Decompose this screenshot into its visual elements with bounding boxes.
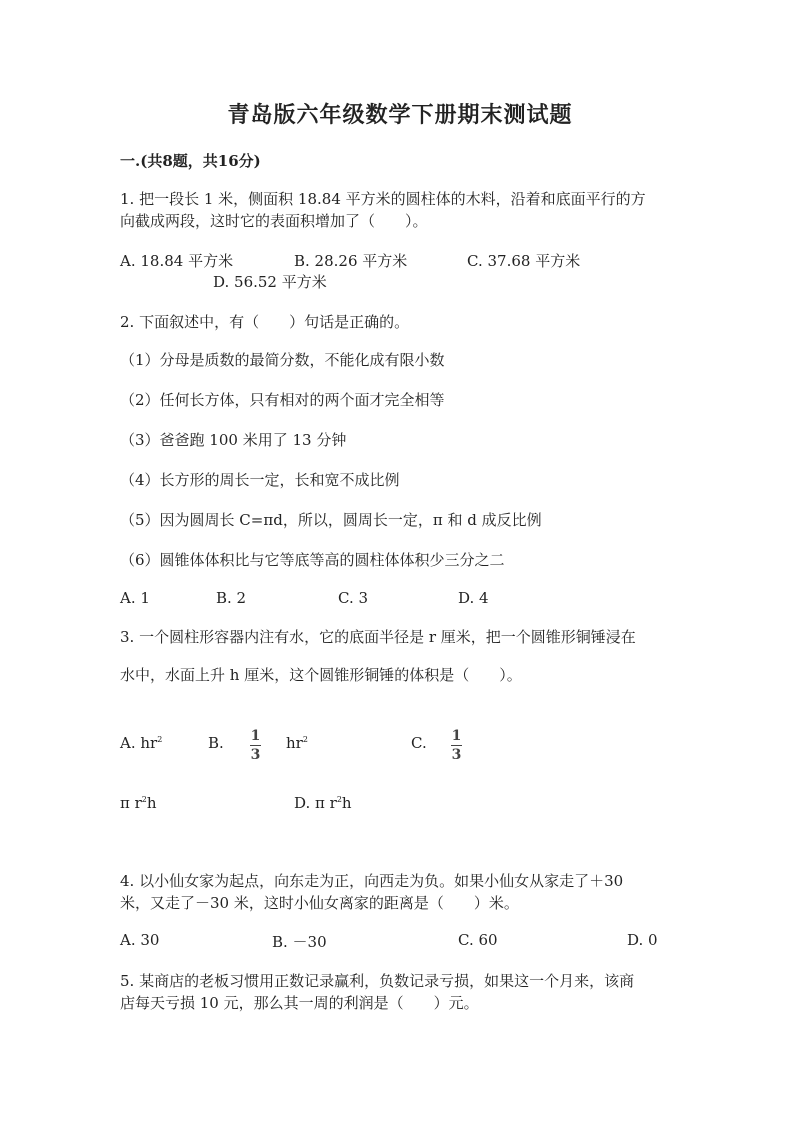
question-1-line-2: 向截成两段，这时它的表面积增加了（ ）。 [120,212,428,230]
question-2-option-a: A. 1 [120,589,150,607]
question-2-statement: （5）因为圆周长 C=πd，所以，圆周长一定，π 和 d 成反比例 [120,511,542,529]
question-4-option-c: C. 60 [458,931,498,949]
question-2-statement: （6）圆锥体体积比与它等底等高的圆柱体体积少三分之二 [120,551,505,569]
question-5-line-2: 店每天亏损 10 元，那么其一周的利润是（ ）元。 [120,994,479,1012]
question-2-stem: 2. 下面叙述中，有（ ）句话是正确的。 [120,313,410,331]
fraction-one-third: 1 3 [451,728,462,763]
question-4-option-d: D. 0 [627,931,658,949]
page-title: 青岛版六年级数学下册期末测试题 [227,102,573,128]
question-3-option-c-label: C. [411,734,427,752]
question-2-option-c: C. 3 [338,589,369,607]
question-3-option-b-label: B. [208,734,224,752]
question-2-option-b: B. 2 [216,589,247,607]
question-4-line-1: 4. 以小仙女家为起点，向东走为正，向西走为负。如果小仙女从家走了＋30 [120,872,624,890]
question-1-line-1: 1. 把一段长 1 米，侧面积 18.84 平方米的圆柱体的木料，沿着和底面平行的方 [120,190,646,208]
question-3-option-b-expr: $hr^2$ [286,734,308,752]
question-2-statement: （1）分母是质数的最简分数，不能化成有限小数 [120,351,445,369]
section-heading: 一.(共8题，共16分) [120,152,261,170]
question-3-option-d: D. π $r^2h$ [294,794,352,812]
question-2-statement: （3）爸爸跑 100 米用了 13 分钟 [120,431,347,449]
question-2-statement: （4）长方形的周长一定，长和宽不成比例 [120,471,400,489]
question-4-option-b: B. －30 [272,933,327,951]
question-1-option-c: C. 37.68 平方米 [467,252,581,270]
question-3-line-2: 水中，水面上升 h 厘米，这个圆锥形铜锤的体积是（ ）。 [120,666,522,684]
question-3-option-c-continued: π $r^2h$ [120,794,157,812]
question-1-option-b: B. 28.26 平方米 [294,252,408,270]
fraction-one-third: 1 3 [250,728,261,763]
question-1-option-d: D. 56.52 平方米 [213,273,327,291]
question-1-option-a: A. 18.84 平方米 [120,252,234,270]
question-2-statement: （2）任何长方体，只有相对的两个面才完全相等 [120,391,445,409]
question-4-line-2: 米，又走了－30 米，这时小仙女离家的距离是（ ）米。 [120,894,519,912]
question-3-line-1: 3. 一个圆柱形容器内注有水，它的底面半径是 r 厘米，把一个圆锥形铜锤浸在 [120,628,636,646]
question-3-option-a: A. $hr^2$ [120,734,163,752]
question-5-line-1: 5. 某商店的老板习惯用正数记录赢利，负数记录亏损，如果这一个月来，该商 [120,972,635,990]
question-4-option-a: A. 30 [120,931,160,949]
question-2-option-d: D. 4 [458,589,489,607]
